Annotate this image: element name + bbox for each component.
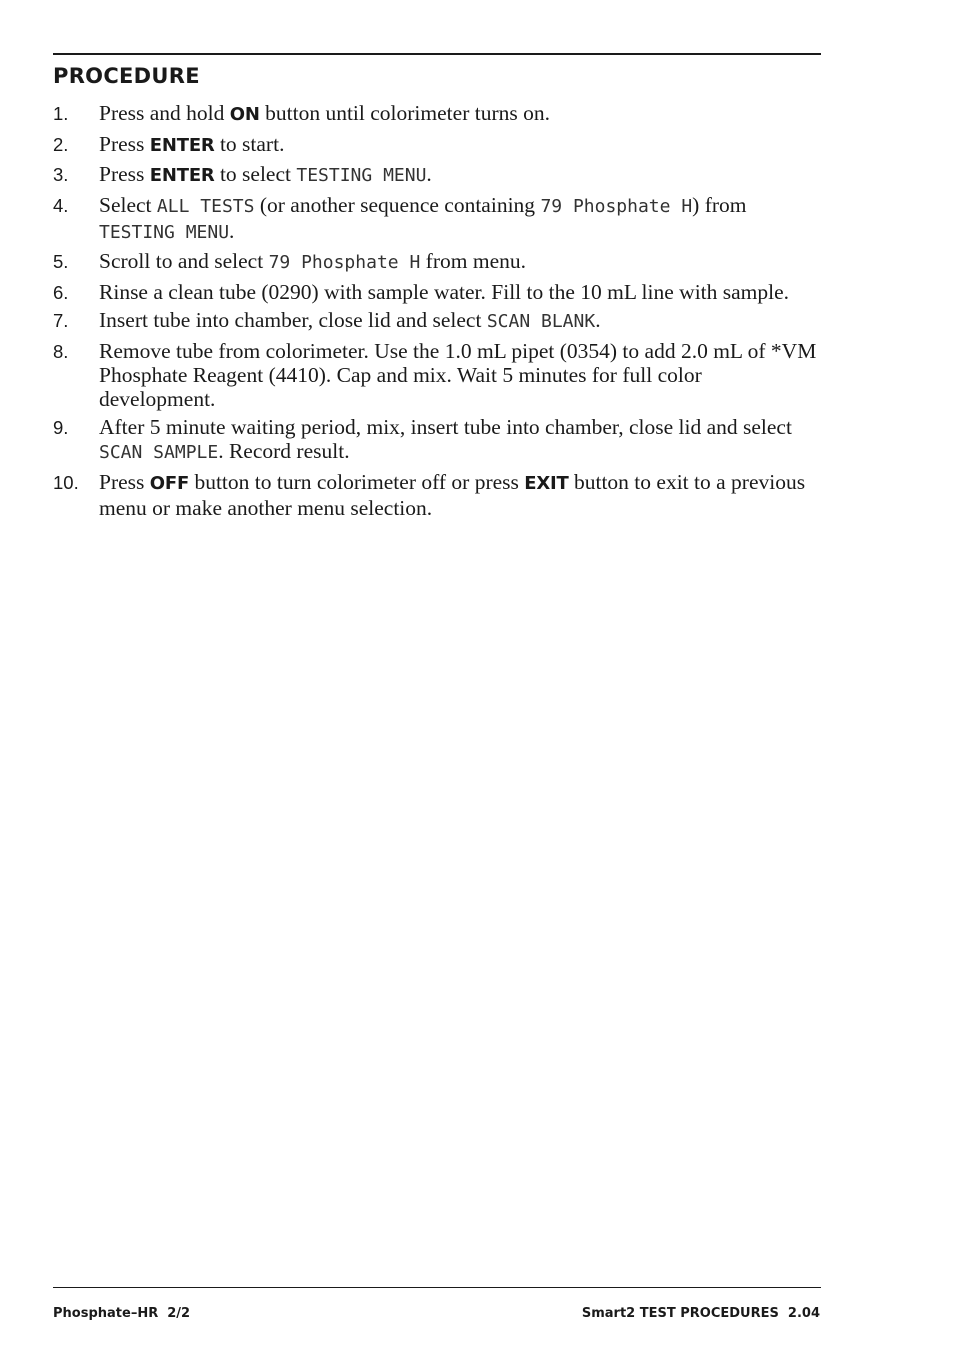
- step-text: Scroll to and select: [99, 249, 269, 273]
- step-text: .: [229, 218, 235, 243]
- procedure-step: [53, 193, 823, 245]
- display-text: TESTING MENU: [296, 165, 427, 186]
- step-number: 3.: [53, 164, 69, 185]
- step-number: 1.: [53, 103, 69, 124]
- step-text: from menu.: [420, 249, 526, 273]
- step-number: 7.: [53, 310, 69, 331]
- step-text: .: [595, 308, 601, 332]
- step-text: Press: [99, 162, 150, 186]
- footer-left-label: Phosphate–HR 2/2: [53, 1306, 191, 1321]
- step-text: button until colorimeter turns on.: [259, 101, 550, 125]
- step-text: Remove tube from colorimeter. Use the 1.0 mL pipet (0354) to add 2.0 mL of *VM Phosphate Reagent (4410). Cap and mix. Wait 5 minutes for full color development.: [99, 338, 817, 411]
- step-text: (or another sequence containing: [254, 192, 541, 217]
- procedure-step: [53, 415, 823, 465]
- procedure-step: [53, 308, 823, 334]
- key-name: ENTER: [149, 134, 215, 156]
- footer-right-label: Smart2 TEST PROCEDURES 2.04: [581, 1306, 820, 1321]
- display-text: SCAN BLANK: [486, 311, 596, 332]
- key-name: ON: [229, 104, 260, 125]
- display-text: ALL TESTS: [156, 195, 255, 217]
- step-number: 9.: [53, 417, 69, 438]
- display-text: TESTING MENU: [99, 221, 230, 243]
- step-text: . Record result.: [218, 439, 350, 463]
- display-text: 79 Phosphate H: [540, 195, 693, 217]
- step-number: 6.: [53, 281, 69, 303]
- step-number: 5.: [53, 251, 69, 272]
- step-text: to select: [214, 162, 297, 186]
- step-text: Rinse a clean tube (0290) with sample water. Fill to the 10 mL line with sample.: [99, 279, 790, 304]
- procedure-step: [53, 470, 823, 520]
- step-text: Select: [99, 192, 157, 217]
- key-name: OFF: [149, 472, 190, 494]
- procedure-step: [53, 280, 823, 304]
- step-text: Insert tube into chamber, close lid and select: [99, 308, 487, 332]
- step-text: ) from: [692, 192, 747, 217]
- step-text: .: [426, 162, 432, 186]
- procedure-step: [53, 249, 823, 275]
- bottom-divider: [53, 1287, 821, 1288]
- step-text: button to exit to a previous menu or make another menu selection.: [99, 469, 806, 520]
- procedure-steps-list: [53, 101, 823, 524]
- step-number: 2.: [53, 133, 69, 155]
- step-text: Press and hold: [99, 101, 230, 125]
- step-text: Press: [99, 469, 150, 494]
- key-name: EXIT: [524, 472, 569, 494]
- step-text: button to turn colorimeter off or press: [189, 469, 525, 494]
- top-divider: [53, 53, 821, 55]
- display-text: 79 Phosphate H: [268, 252, 421, 273]
- procedure-step: [53, 339, 823, 411]
- procedure-step: [53, 101, 823, 127]
- procedure-step: [53, 132, 823, 158]
- step-number: 8.: [53, 340, 69, 362]
- section-title: PROCEDURE: [53, 64, 200, 88]
- display-text: SCAN SAMPLE: [99, 442, 219, 463]
- step-text: Press: [99, 131, 150, 156]
- step-text: After 5 minute waiting period, mix, insert tube into chamber, close lid and select: [99, 415, 792, 439]
- step-number: 10.: [53, 471, 79, 493]
- step-number: 4.: [53, 194, 69, 216]
- step-text: to start.: [214, 131, 285, 156]
- procedure-step: [53, 162, 823, 188]
- key-name: ENTER: [149, 165, 215, 186]
